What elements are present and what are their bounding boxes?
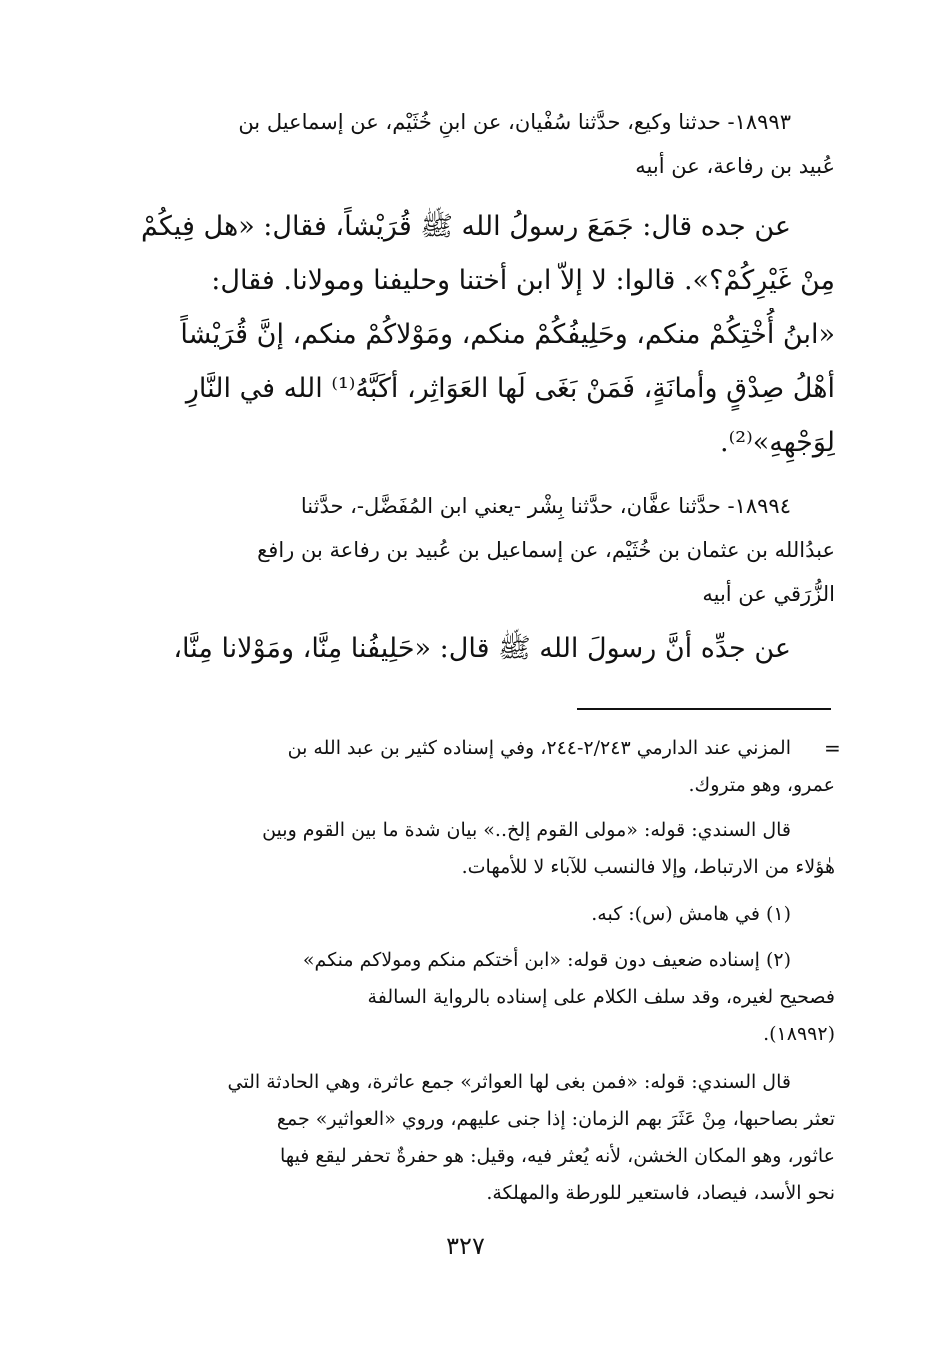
footnote-sindi-1	[135, 812, 835, 886]
text-line: عاثور، وهو المكان الخشن، لأنه يُعثر فيه، وقيل: هو حفرةٌ تحفر ليقع فيها	[280, 1145, 835, 1167]
text-line: عبدُالله بن عثمان بن خُثَيْم، عن إسماعيل بن عُبيد بن رفاعة بن رافع	[257, 538, 835, 562]
hadith-18993-matn	[135, 200, 835, 470]
text-line: عُبيد بن رفاعة، عن أبيه	[635, 154, 835, 178]
text-line: «ابنُ أُخْتِكُمْ منكم، وحَلِيفُكُمْ منكم، ومَوْلاكُمْ منكم، إنَّ قُرَيْشاً	[180, 319, 835, 350]
hadith-18994-isnad	[135, 484, 835, 616]
footnote-1	[135, 896, 835, 933]
text-line: عن جدِّه أنَّ رسولَ الله ﷺ قال: «حَلِيفُنا مِنَّا، ومَوْلانا مِنَّا،	[173, 633, 791, 664]
text-line: هٰؤلاء من الارتباط، وإلا فالنسب للآباء لا للأمهات.	[461, 856, 835, 878]
text-line: قال السندي: قوله: «مولى القوم إلخ..» بيان شدة ما بين القوم وبين	[262, 819, 791, 841]
text-line: تعثر بصاحبها، مِنْ عَثَرَ بهم الزمان: إذا جنى عليهم، وروي «العواثير» جمع	[276, 1108, 835, 1130]
text-line: ١٨٩٩٤- حدَّثنا عفَّان، حدَّثنا بِشْر -يعني ابن المُفَضَّل-، حدَّثنا	[300, 494, 791, 518]
footnote-separator	[577, 708, 831, 710]
continuation-mark: =	[824, 736, 841, 760]
text-line: (٢) إسناده ضعيف دون قوله: «ابن أختكم منكم ومولاكم منكم»	[302, 949, 791, 971]
text-line: فصحيح لغيره، وقد سلف الكلام على إسناده بالرواية السالفة	[367, 986, 835, 1008]
footnote-sindi-2	[135, 1064, 835, 1212]
text-line: لِوَجْهِهِ»⁽²⁾.	[720, 427, 835, 458]
text-line: عمرو، وهو متروك.	[688, 774, 835, 796]
footnote-continuation	[135, 730, 835, 804]
text-line: مِنْ غَيْرِكُمْ؟». قالوا: لا إلاّ ابن أختنا وحليفنا ومولانا. فقال:	[211, 265, 835, 296]
footnote-2	[135, 942, 835, 1053]
text-line: (١٨٩٩٢).	[763, 1023, 835, 1045]
text-line: ١٨٩٩٣- حدثنا وكيع، حدَّثنا سُفْيان، عن ابنِ خُثَيْم، عن إسماعيل بن	[238, 110, 791, 134]
text-line: أهْلُ صِدْقٍ وأمانَةٍ، فَمَنْ بَغَى لَها العَوَاثِر، أكَبَّهُ⁽¹⁾ الله في النَّارِ	[185, 373, 835, 404]
hadith-18993-isnad	[135, 100, 835, 188]
hadith-18994-matn	[135, 622, 835, 676]
text-line: الزُّرَقي عن أبيه	[702, 582, 835, 606]
text-line: نحو الأسد، فيصاد، فاستعير للورطة والمهلكة.	[486, 1182, 835, 1204]
text-line: المزني عند الدارمي ٢/٢٤٣-٢٤٤، وفي إسناده كثير بن عبد الله بن	[287, 737, 791, 759]
text-line: قال السندي: قوله: «فمن بغى لها العواثر» جمع عاثرة، وهي الحادثة التي	[227, 1071, 791, 1093]
text-line: (١) في هامش (س): كبه.	[591, 903, 791, 925]
text-line: عن جده قال: جَمَعَ رسولُ الله ﷺ قُرَيْشاً، فقال: «هل فِيكُمْ	[141, 211, 791, 242]
page-number: ٣٢٧	[446, 1232, 485, 1260]
